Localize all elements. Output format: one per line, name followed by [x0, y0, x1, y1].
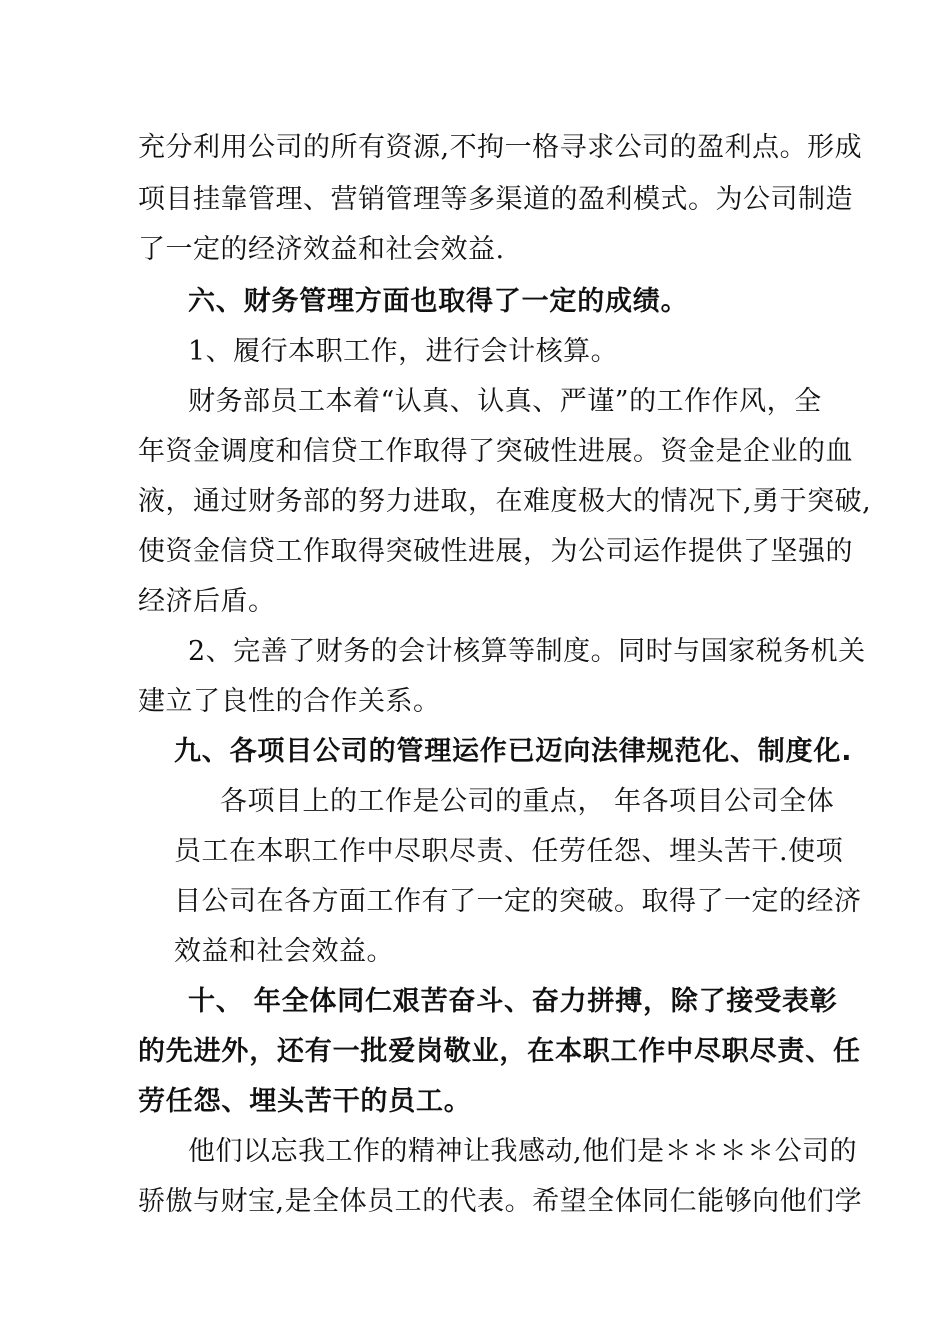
section-heading-ten: 十、 年全体同仁艰苦奋斗、奋力拼搏，除了接受表彰 — [188, 986, 838, 1017]
section-heading-ten-cont: 的先进外，还有一批爱岗敬业，在本职工作中尽职尽责、任 — [138, 1036, 861, 1067]
body-text-line: 使资金信贷工作取得突破性进展，为公司运作提供了坚强的 — [138, 536, 853, 567]
body-text-line: 员工在本职工作中尽职尽责、任劳任怨、埋头苦干.使项 — [174, 836, 844, 867]
body-text-line: 建立了良性的合作关系。 — [138, 686, 441, 717]
body-text-line: 经济后盾。 — [138, 586, 276, 617]
body-text-line: 目公司在各方面工作有了一定的突破。取得了一定的经济 — [174, 886, 862, 917]
subheading-item-2: 2、完善了财务的会计核算等制度。同时与国家税务机关 — [188, 636, 866, 667]
body-text-line: 骄傲与财宝,是全体员工的代表。希望全体同仁能够向他们学 — [138, 1186, 863, 1217]
body-text-line: 财务部员工本着“认真、认真、严谨”的工作作风，全 — [188, 386, 822, 417]
body-text-line: 年资金调度和信贷工作取得了突破性进展。资金是企业的血 — [138, 436, 853, 467]
section-heading-ten-cont: 劳任怨、埋头苦干的员工。 — [138, 1086, 472, 1117]
body-text-line: 效益和社会效益。 — [174, 936, 394, 967]
section-heading-nine: 九、各项目公司的管理运作已迈向法律规范化、制度化. — [174, 736, 853, 767]
body-text-line: 各项目上的工作是公司的重点， 年各项目公司全体 — [220, 786, 835, 817]
body-text-line: 项目挂靠管理、营销管理等多渠道的盈利模式。为公司制造 — [138, 184, 853, 215]
body-text-line: 了一定的经济效益和社会效益. — [138, 234, 505, 265]
body-text-line: 他们以忘我工作的精神让我感动,他们是＊＊＊＊公司的 — [188, 1136, 858, 1167]
subheading-item-1: 1、履行本职工作，进行会计核算。 — [188, 336, 619, 367]
body-text-line: 液，通过财务部的努力进取，在难度极大的情况下,勇于突破, — [138, 486, 872, 517]
section-heading-six: 六、财务管理方面也取得了一定的成绩。 — [188, 286, 689, 317]
body-text-line: 充分利用公司的所有资源,不拘一格寻求公司的盈利点。形成 — [138, 132, 863, 163]
